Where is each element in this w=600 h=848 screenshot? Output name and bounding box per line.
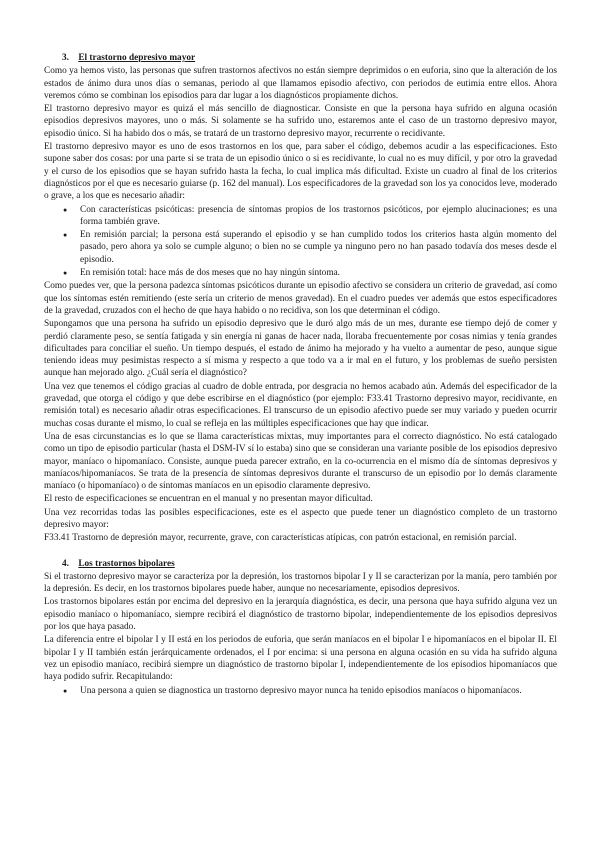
paragraph: Una de esas circunstancias es lo que se llama características mixtas, muy importantes para el correcto diagnóstico. No está catalogado como un tipo de episodio particular (hasta el DSM-IV sí lo estaba) sino que se consideran una variante posible de los episodios depresivo mayor, maníaco o hipomaníaco. Consiste, aunque pueda parecer extraño, en la co-ocurrencia en el mismo día de síntomas depresivos y maníacos/hipomaníacos. Se trata de la presencia de síntomas depresivos durante el transcurso de un episodio por lo demás claramente maníaco (o hipomaníaco) o de síntomas maníacos en un episodio claramente depresivo. (44, 431, 557, 492)
paragraph: El trastorno depresivo mayor es quizá el más sencillo de diagnosticar. Consiste en que la persona haya sufrido en alguna ocasión episodios depresivos mayores, uno o más. Si solamente se ha sufrido uno, estaremos ante el caso de un trastorno depresivo mayor, episodio único. Si ha habido dos o más, se tratará de un trastorno depresivo mayor, recurrente o recidivante. (44, 104, 557, 139)
paragraph: La diferencia entre el bipolar I y II está en los periodos de euforia, que serán maníacos en el bipolar I e hipomaníacos en el bipolar II. El bipolar I y II también están jerárquicamente ordenados, el I por encima: si una persona en alguna ocasión en su vida ha sufrido alguna vez un episodio maníaco, recibirá siempre un diagnóstico de trastorno bipolar I, independientemente de los episodios hipomaníacos que haya podido sufrir. Recapitulando: (44, 635, 557, 683)
section-4-heading (62, 558, 557, 570)
section-4-number: 4. (62, 558, 69, 569)
paragraph: Una vez que tenemos el código gracias al cuadro de doble entrada, por desgracia no hemos acabado aún. Además del especificador de la gravedad, que otorga el código y que debe escribirse en el diagnóstico (por ejemplo: F33.41 Trastorno depresivo mayor, recidivante, en remisión total) es necesario añadir otras especificaciones. El transcurso de un episodio afectivo puede ser muy variado y pueden ocurrir muchas cosas durante el mismo, lo cual se refleja en las múltiples especificaciones que hay que indicar. (44, 381, 557, 429)
paragraph: Supongamos que una persona ha sufrido un episodio depresivo que le duró algo más de un mes, durante ese tiempo dejó de comer y perdió claramente peso, se sentía fatigada y sin energía ni ganas de hacer nada, lloraba frecuentemente por cosas nimias y tenía grandes dificultades para conciliar el sueño. Un tiempo después, el estado de ánimo ha mejorado y ha vuelto a aumentar de peso, aunque sigue teniendo ideas muy pesimistas respecto a sí misma y respecto a que todo va a ir mal en el futuro, y los problemas de sueño persisten aunque han mejorado algo. ¿Cuál sería el diagnóstico? (44, 319, 557, 379)
recap-list (44, 685, 557, 697)
paragraph: Si el trastorno depresivo mayor se caracteriza por la depresión, los trastornos bipolar I y II se caracterizan por la manía, pero también por la depresión. Es decir, en los trastornos bipolares puede haber, aunque no necesariamente, episodios depresivos. (44, 571, 557, 595)
document-page (44, 50, 557, 698)
diagnosis-example: F33.41 Trastorno de depresión mayor, recurrente, grave, con características atípicas, con patrón estacional, en remisión parcial. (44, 533, 517, 544)
paragraph: El resto de especificaciones se encuentran en el manual y no presentan mayor dificultad. (44, 494, 373, 505)
section-4-title: Los trastornos bipolares (78, 558, 175, 569)
list-item: ● Con características psicóticas: presencia de síntomas propios de los trastornos psicóticos, por ejemplo alucinaciones; es una forma también grave. (44, 204, 557, 229)
list-item: ● Una persona a quien se diagnostica un trastorno depresivo mayor nunca ha tenido episodios maníacos o hipomaníacos. (44, 685, 557, 697)
paragraph: Una vez recorridas todas las posibles especificaciones, este es el aspecto que puede tener un diagnóstico completo de un trastorno depresivo mayor: (44, 507, 557, 530)
paragraph: El trastorno depresivo mayor es uno de esos trastornos en los que, para saber el código, debemos acudir a las especificaciones. Esto supone saber dos cosas: por una parte si se trata de un episodio único o si es recidivante, lo cual no es muy difícil, y por otro la gravedad y el curso de los episodios que se hayan sufrido hasta la fecha, lo cual implica más dificultad. Existe un cuadro al final de los criterios diagnósticos por el que es necesario guiarse (p. 162 del manual). Los especificadores de la gravedad son los ya conocidos leve, moderado o grave, a los que es necesario añadir: (44, 142, 557, 202)
section-3-number: 3. (62, 53, 69, 63)
section-3-heading (62, 52, 557, 64)
paragraph: Como ya hemos visto, las personas que sufren trastornos afectivos no están siempre deprimidos o en euforia, sino que la alteración de los estados de ánimo dura unos días o semanas, periodo al que llamamos episodio afectivo, con periodos de eutimia entre ellos. Ahora veremos cómo se combinan los episodios para dar lugar a los diagnósticos propiamente dichos. (44, 66, 557, 101)
list-item: ● En remisión parcial; la persona está superando el episodio y se han cumplido todos los criterios hasta algún momento del pasado, pero ahora ya solo se cumple alguno; o bien no se cumple ya ninguno pero no han pasado todavía dos meses desde el episodio. (44, 229, 557, 266)
paragraph: Como puedes ver, que la persona padezca síntomas psicóticos durante un episodio afectivo se considera un criterio de gravedad, así como que los síntomas estén remitiendo (este sería un criterio de menos gravedad). En el cuadro puedes ver además que estos especificadores de la gravedad, cruzados con el hecho de que haya habido o no recidiva, son los que determinan el código. (44, 281, 557, 316)
section-spacer (44, 546, 557, 556)
section-3-title: El trastorno depresivo mayor (78, 53, 196, 63)
severity-specifier-list (44, 204, 557, 280)
list-item: ● En remisión total: hace más de dos meses que no hay ningún síntoma. (44, 267, 557, 279)
paragraph: Los trastornos bipolares están por encima del depresivo en la jerarquía diagnóstica, es decir, una persona que haya sufrido alguna vez un episodio maníaco o hipomaníaco, siempre recibirá el diagnóstico de trastorno bipolar, independientemente de los episodios depresivos por los que haya pasado. (44, 597, 557, 633)
